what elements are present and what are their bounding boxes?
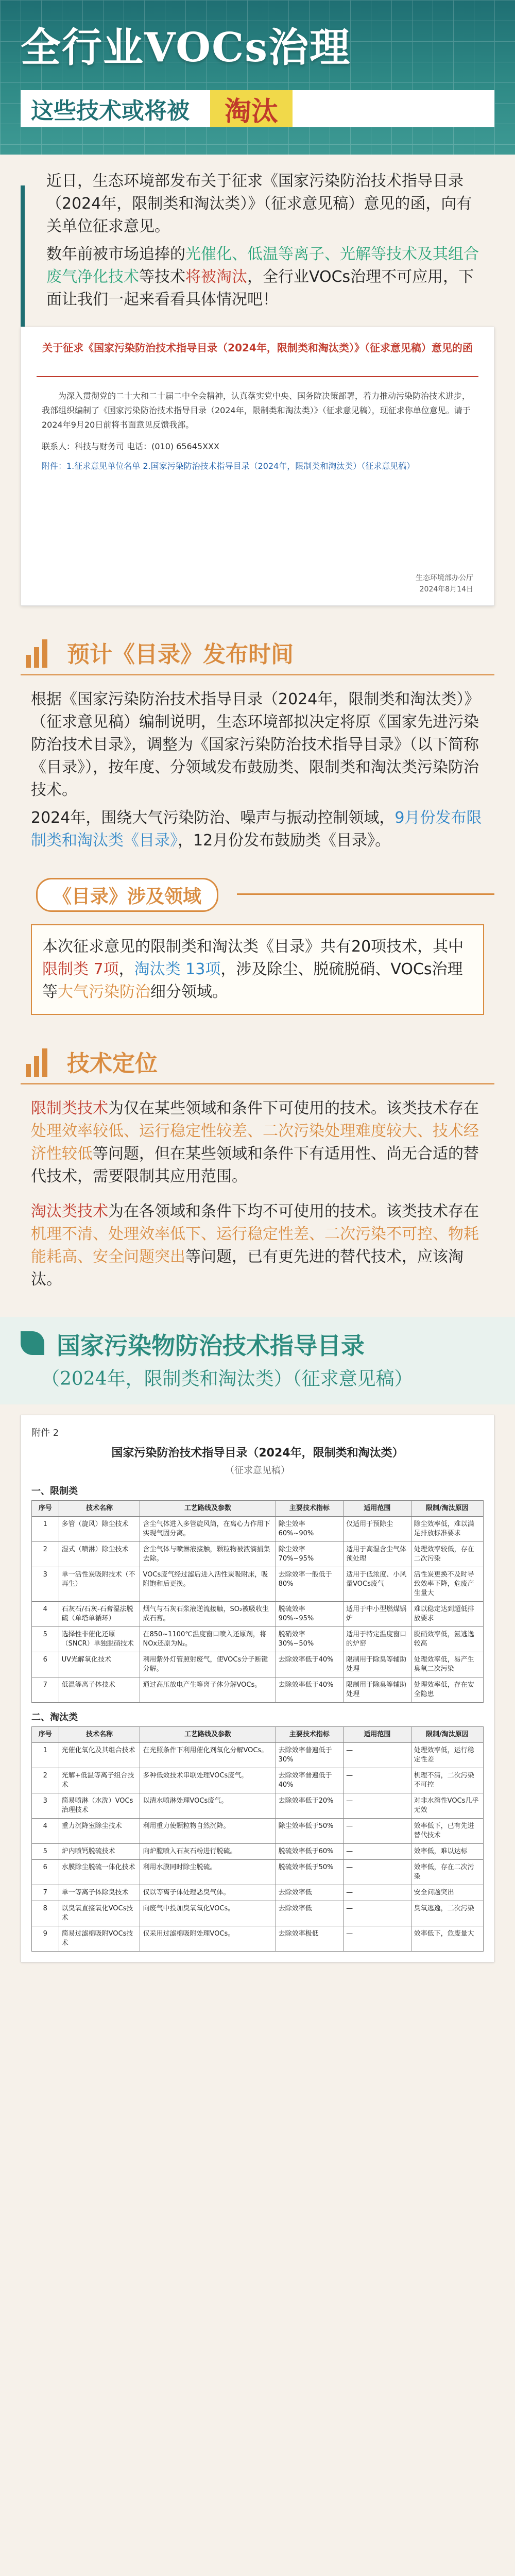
notice-signature xyxy=(416,572,473,595)
table-cell: 限制用于除臭等辅助处理 xyxy=(344,1652,411,1677)
table-cell: 利用紫外灯管照射废气，使VOCs分子断键分解。 xyxy=(140,1652,276,1677)
table-cell: 利用水膜同时除尘脱硫。 xyxy=(140,1860,276,1885)
restricted-count: 限制类 7项 xyxy=(42,960,119,978)
column-header: 序号 xyxy=(32,1501,59,1517)
table-row xyxy=(32,1743,484,1768)
table-cell: 安全问题突出 xyxy=(411,1885,483,1901)
column-header: 适用范围 xyxy=(344,1501,411,1517)
column-header: 技术名称 xyxy=(59,1501,140,1517)
table-cell: 选择性非催化还原（SNCR）单独脱硝技术 xyxy=(59,1627,140,1652)
release-date-highlight: 9月份发布限制类和淘汰类《目录》 xyxy=(31,809,482,850)
eliminated-paragraph xyxy=(31,1200,484,1291)
table-cell: 通过高压放电产生等离子体分解VOCs。 xyxy=(140,1677,276,1703)
table-cell: 1 xyxy=(32,1517,59,1542)
eliminated-label: 淘汰类技术 xyxy=(31,1202,108,1221)
table-cell: 仅以等离子体处理恶臭气体。 xyxy=(140,1885,276,1901)
page-title: 全行业VOCs治理 xyxy=(21,24,351,71)
table-cell: 以清水喷淋处理VOCs废气。 xyxy=(140,1793,276,1819)
table-cell: 3 xyxy=(32,1567,59,1602)
table-cell: 适用于高湿含尘气体预处理 xyxy=(344,1542,411,1567)
table-cell: 多种低效技术串联处理VOCs废气。 xyxy=(140,1768,276,1793)
table-cell: 4 xyxy=(32,1602,59,1627)
scope-paragraph xyxy=(42,936,473,1004)
table-row xyxy=(32,1542,484,1567)
intro-paragraph-2 xyxy=(46,243,484,311)
table-row xyxy=(32,1768,484,1793)
leaf-icon xyxy=(21,1331,44,1355)
table-title: 国家污染防治技术指导目录（2024年，限制类和淘汰类） xyxy=(111,1447,404,1460)
restricted-paragraph xyxy=(31,1097,484,1188)
section-release-time xyxy=(21,626,494,678)
restricted-label: 限制类技术 xyxy=(31,1099,108,1117)
table-cell: 处理效率低，易产生臭氧二次污染 xyxy=(411,1652,483,1677)
notice-attachments: 附件：1.征求意见单位名单 2.国家污染防治技术指导目录（2024年，限制类和淘汰类）（征求意见稿） xyxy=(42,461,415,471)
intro-eliminate-highlight: 将被淘汰 xyxy=(185,268,247,286)
notice-divider xyxy=(37,376,478,377)
table-cell: 去除效率极低 xyxy=(276,1926,344,1952)
table-row xyxy=(32,1567,484,1602)
intro-text: ，全行业VOCs治理不可应用，下面让我们一起来看看具体情况吧！ xyxy=(46,268,474,309)
table-cell: 在光照条件下利用催化剂氧化分解VOCs。 xyxy=(140,1743,276,1768)
table-cell: 5 xyxy=(32,1844,59,1860)
table-cell: UV光解氧化技术 xyxy=(59,1652,140,1677)
table-row xyxy=(32,1885,484,1901)
scope-text: 本次征求意见的限制类和淘汰类《目录》共有20项技术，其中 xyxy=(42,938,464,956)
table-cell: 适用于低浓度、小风量VOCs废气 xyxy=(344,1567,411,1602)
table-cell: 4 xyxy=(32,1819,59,1844)
table-cell: 5 xyxy=(32,1627,59,1652)
column-header: 主要技术指标 xyxy=(276,1727,344,1743)
column-header: 限制/淘汰原因 xyxy=(411,1727,483,1743)
table-row xyxy=(32,1677,484,1703)
table-row xyxy=(32,1926,484,1952)
signature-date: 2024年8月14日 xyxy=(419,585,473,594)
table-cell: 效率低，难以达标 xyxy=(411,1844,483,1860)
table-cell: — xyxy=(344,1844,411,1860)
table-cell: 多管（旋风）除尘技术 xyxy=(59,1517,140,1542)
section-rule xyxy=(237,893,494,895)
table-cell: 效率低，存在二次污染 xyxy=(411,1860,483,1885)
catalog-subtitle: （2024年，限制类和淘汰类）（征求意见稿） xyxy=(41,1368,413,1389)
intro-section xyxy=(0,155,515,311)
table-cell: 低温等离子体技术 xyxy=(59,1677,140,1703)
table-cell: 去除效率低于20% xyxy=(276,1793,344,1819)
table-cell: 7 xyxy=(32,1677,59,1703)
section-title: 《目录》涉及领域 xyxy=(53,885,202,907)
notice-body xyxy=(42,389,473,473)
table-cell: 在850~1100℃温度窗口喷入还原剂，将NOx还原为N₂。 xyxy=(140,1627,276,1652)
attachment-label: 附件 2 xyxy=(31,1428,59,1438)
intro-paragraph-1: 近日，生态环境部发布关于征求《国家污染防治技术指导目录（2024年，限制类和淘汰类）》（征求意见稿）意见的函，向有关单位征求意见。 xyxy=(46,172,472,235)
column-header: 适用范围 xyxy=(344,1727,411,1743)
header-banner xyxy=(0,0,515,155)
table-cell: 难以稳定达到超低排放要求 xyxy=(411,1602,483,1627)
table-cell: 效率低下，危废量大 xyxy=(411,1926,483,1952)
table-cell: 仅适用于预除尘 xyxy=(344,1517,411,1542)
table-cell: 去除效率低 xyxy=(276,1885,344,1901)
table-cell: 仅采用过滤棉吸附处理VOCs。 xyxy=(140,1926,276,1952)
bar-chart-icon xyxy=(26,637,57,668)
table-row xyxy=(32,1627,484,1652)
table-header-row xyxy=(32,1501,484,1517)
table-header-row xyxy=(32,1727,484,1743)
table-cell: 脱硫效率90%~95% xyxy=(276,1602,344,1627)
table-cell: 湿式（喷淋）除尘技术 xyxy=(59,1542,140,1567)
eliminated-count: 淘汰类 13项 xyxy=(134,960,221,978)
table-cell: — xyxy=(344,1793,411,1819)
table-cell: 8 xyxy=(32,1901,59,1926)
notice-header: 关于征求《国家污染防治技术指导目录（2024年，限制类和淘汰类）》（征求意见稿）意见的函 xyxy=(42,342,473,354)
table-cell: 1 xyxy=(32,1743,59,1768)
notice-document-image xyxy=(21,327,494,606)
eliminated-table xyxy=(31,1726,484,1952)
table-cell: 脱硝效率30%~50% xyxy=(276,1627,344,1652)
table-cell: 石灰石/石灰-石膏湿法脱硫（单塔单循环） xyxy=(59,1602,140,1627)
table-cell: — xyxy=(344,1768,411,1793)
table-cell: 去除效率普遍低于40% xyxy=(276,1768,344,1793)
table-cell: 活性炭更换不及时导致效率下降，危废产生量大 xyxy=(411,1567,483,1602)
catalog-title: 国家污染物防治技术指导目录 xyxy=(57,1332,365,1360)
table-cell: 6 xyxy=(32,1652,59,1677)
subtitle-text: 这些技术或将被 xyxy=(31,98,190,124)
table-cell: — xyxy=(344,1885,411,1901)
category-eliminated: 二、淘汰类 xyxy=(31,1712,78,1723)
table-cell: 去除效率一般低于80% xyxy=(276,1567,344,1602)
section-scope xyxy=(21,873,494,914)
positioning-text: 为仅在某些领域和条件下可使用的技术。该类技术存在 xyxy=(108,1099,479,1117)
table-cell: 6 xyxy=(32,1860,59,1885)
subtitle-strip xyxy=(21,90,494,127)
table-cell: 限制用于除臭等辅助处理 xyxy=(344,1677,411,1703)
signature-org: 生态环境部办公厅 xyxy=(416,574,473,582)
intro-text: 等技术 xyxy=(139,268,185,286)
scope-text: ，涉及除尘、脱硫脱硝、VOCs治理等 xyxy=(42,960,463,1001)
section-title: 技术定位 xyxy=(67,1050,158,1077)
table-cell: 光解+低温等离子组合技术 xyxy=(59,1768,140,1793)
table-row xyxy=(32,1517,484,1542)
subtitle-highlight: 淘汰 xyxy=(210,90,293,127)
table-row xyxy=(32,1844,484,1860)
intro-tech-highlight: 光催化、低温等离子、光解等技术及其组合废气净化技术 xyxy=(46,245,479,286)
table-cell: 2 xyxy=(32,1542,59,1567)
positioning-text: 等问题，已有更先进的替代技术，应该淘汰。 xyxy=(31,1248,464,1289)
table-cell: 除尘效率低，难以满足排放标准要求 xyxy=(411,1517,483,1542)
table-cell: 向炉膛喷入石灰石粉进行脱硫。 xyxy=(140,1844,276,1860)
table-cell: — xyxy=(344,1743,411,1768)
section-positioning xyxy=(21,1036,494,1087)
table-cell: 去除效率普遍低于30% xyxy=(276,1743,344,1768)
table-row xyxy=(32,1652,484,1677)
table-cell: — xyxy=(344,1926,411,1952)
catalog-banner xyxy=(0,1317,515,1404)
table-cell: 简易过滤棉吸附VOCs技术 xyxy=(59,1926,140,1952)
column-header: 工艺路线及参数 xyxy=(140,1727,276,1743)
table-row xyxy=(32,1901,484,1926)
table-cell: 炉内喷钙脱硫技术 xyxy=(59,1844,140,1860)
table-cell: 重力沉降室除尘技术 xyxy=(59,1819,140,1844)
column-header: 序号 xyxy=(32,1727,59,1743)
catalog-table-image xyxy=(21,1415,494,1962)
table-cell: 含尘气体进入多管旋风筒，在离心力作用下实现气固分离。 xyxy=(140,1517,276,1542)
table-cell: 脱硝效率低，氨逃逸较高 xyxy=(411,1627,483,1652)
release-time-content xyxy=(21,688,494,852)
eliminated-problems: 机理不清、处理效率低下、运行稳定性差、二次污染不可控、物耗能耗高、安全问题突出 xyxy=(31,1225,479,1266)
field-highlight: 大气污染防治 xyxy=(58,983,150,1001)
notice-body-text: 为深入贯彻党的二十大和二十届二中全会精神，认真落实党中央、国务院决策部署，着力推动污染防治技术进步，我部组织编制了《国家污染防治技术指导目录（2024年，限制类和淘汰类）》（征求意见稿），现征求你单位意见。请于2024年9月20日前将书面意见反馈我部。 xyxy=(42,391,471,430)
table-cell: 适用于特定温度窗口的炉窑 xyxy=(344,1627,411,1652)
table-cell: 简易喷淋（水洗）VOCs治理技术 xyxy=(59,1793,140,1819)
intro-text: 数年前被市场追捧的 xyxy=(46,245,185,263)
positioning-content xyxy=(21,1097,494,1291)
table-cell: 除尘效率60%~90% xyxy=(276,1517,344,1542)
positioning-text: 为在各领域和条件下均不可使用的技术。该类技术存在 xyxy=(108,1202,479,1221)
table-cell: 处理效率低，运行稳定性差 xyxy=(411,1743,483,1768)
table-cell: 对非水溶性VOCs几乎无效 xyxy=(411,1793,483,1819)
table-cell: 7 xyxy=(32,1885,59,1901)
column-header: 工艺路线及参数 xyxy=(140,1501,276,1517)
table-cell: 2 xyxy=(32,1768,59,1793)
section-title: 预计《目录》发布时间 xyxy=(67,641,294,668)
scope-text: ， xyxy=(118,960,134,978)
table-cell: 脱硫效率低于60% xyxy=(276,1844,344,1860)
category-restricted: 一、限制类 xyxy=(31,1486,78,1497)
table-cell: 适用于中小型燃煤锅炉 xyxy=(344,1602,411,1627)
table-cell: 臭氧逃逸，二次污染 xyxy=(411,1901,483,1926)
table-cell: 3 xyxy=(32,1793,59,1819)
table-cell: 水膜除尘脱硫一体化技术 xyxy=(59,1860,140,1885)
table-cell: VOCs废气经过滤后进入活性炭吸附床，吸附饱和后更换。 xyxy=(140,1567,276,1602)
table-cell: 处理效率较低，存在二次污染 xyxy=(411,1542,483,1567)
restricted-problems: 处理效率较低、运行稳定性较差、二次污染处理难度较大、技术经济性较低 xyxy=(31,1122,479,1163)
table-row xyxy=(32,1602,484,1627)
table-cell: 效率低下，已有先进替代技术 xyxy=(411,1819,483,1844)
table-cell: 去除效率低于40% xyxy=(276,1677,344,1703)
table-cell: — xyxy=(344,1901,411,1926)
column-header: 技术名称 xyxy=(59,1727,140,1743)
table-row xyxy=(32,1819,484,1844)
release-paragraph-1: 根据《国家污染防治技术指导目录（2024年，限制类和淘汰类）》（征求意见稿）编制说明，生态环境部拟决定将原《国家先进污染防治技术目录》，调整为《国家污染防治技术指导目录》（以下简称《目录》），按年度、分领域发布鼓励类、限制类和淘汰类污染防治技术。 xyxy=(31,690,480,799)
table-cell: 烟气与石灰石浆液逆流接触，SO₂被吸收生成石膏。 xyxy=(140,1602,276,1627)
column-header: 主要技术指标 xyxy=(276,1501,344,1517)
table-cell: 光催化氧化及其组合技术 xyxy=(59,1743,140,1768)
table-cell: 除尘效率低于50% xyxy=(276,1819,344,1844)
table-cell: 去除效率低于40% xyxy=(276,1652,344,1677)
table-cell: 除尘效率70%~95% xyxy=(276,1542,344,1567)
scope-box xyxy=(31,924,484,1015)
release-text: ，12月份发布鼓励类《目录》。 xyxy=(178,832,391,850)
table-cell: 去除效率低 xyxy=(276,1901,344,1926)
table-cell: 9 xyxy=(32,1926,59,1952)
bar-chart-icon xyxy=(26,1046,57,1077)
table-cell: 机理不清，二次污染不可控 xyxy=(411,1768,483,1793)
table-cell: — xyxy=(344,1860,411,1885)
column-header: 限制/淘汰原因 xyxy=(411,1501,483,1517)
release-paragraph-2 xyxy=(31,807,484,852)
scope-text: 细分领域。 xyxy=(150,983,228,1001)
restricted-table xyxy=(31,1500,484,1703)
positioning-text: 等问题，但在某些领域和条件下有适用性、尚无合适的替代技术，需要限制其应用范围。 xyxy=(31,1145,479,1185)
table-row xyxy=(32,1793,484,1819)
table-cell: 单一活性炭吸附技术（不再生） xyxy=(59,1567,140,1602)
section-rule xyxy=(21,674,494,675)
notice-contact: 联系人：科技与财务司 电话：(010) 65645XXX xyxy=(42,442,219,451)
table-cell: 向废气中投加臭氧氧化VOCs。 xyxy=(140,1901,276,1926)
scope-pill xyxy=(36,878,218,912)
table-cell: 以臭氧直接氧化VOCs技术 xyxy=(59,1901,140,1926)
table-cell: 利用重力使颗粒物自然沉降。 xyxy=(140,1819,276,1844)
table-row xyxy=(32,1860,484,1885)
table-cell: — xyxy=(344,1819,411,1844)
table-cell: 含尘气体与喷淋液接触，颗粒物被液滴捕集去除。 xyxy=(140,1542,276,1567)
release-text: 2024年，围绕大气污染防治、噪声与振动控制领域， xyxy=(31,809,395,827)
table-subtitle: （征求意见稿） xyxy=(225,1465,290,1476)
section-rule xyxy=(21,1083,494,1084)
table-cell: 脱硫效率低于50% xyxy=(276,1860,344,1885)
table-cell: 单一等离子体除臭技术 xyxy=(59,1885,140,1901)
table-cell: 处理效率低，存在安全隐患 xyxy=(411,1677,483,1703)
